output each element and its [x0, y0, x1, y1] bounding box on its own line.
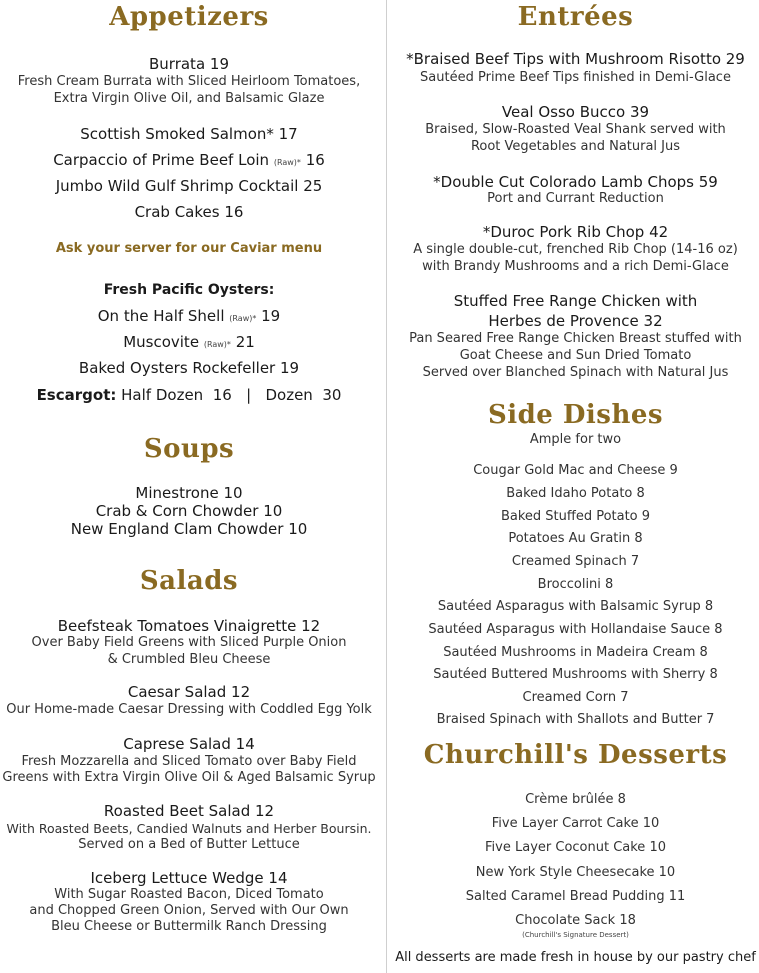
right-column [392, 0, 759, 973]
item-lamb-chops: *Double Cut Colorado Lamb Chops 59 [433, 173, 718, 191]
column-divider [386, 0, 387, 973]
item-escargot [0, 386, 378, 404]
item-desc: with Brandy Mushrooms and a rich Demi-Glace [422, 259, 729, 274]
soups-heading: Soups [143, 434, 235, 464]
item-stuffed-chicken: Herbes de Provence 32 [488, 312, 663, 330]
item-soup: New England Clam Chowder 10 [70, 520, 308, 538]
item-soup: Crab & Corn Chowder 10 [95, 502, 283, 520]
item-carpaccio [0, 151, 378, 169]
item-desc: Served on a Bed of Butter Lettuce [78, 837, 300, 852]
dessert-item: Five Layer Coconut Cake 10 [485, 840, 666, 855]
item-shrimp-cocktail: Jumbo Wild Gulf Shrimp Cocktail 25 [55, 177, 323, 195]
side-item: Creamed Spinach 7 [511, 554, 640, 569]
item-escargot-prices: Half Dozen 16 | Dozen 30 [121, 386, 342, 404]
item-half-shell-name: On the Half Shell [97, 307, 225, 325]
item-desc: Over Baby Field Greens with Sliced Purple Onion [31, 635, 347, 650]
item-carpaccio-price: 16 [305, 151, 325, 169]
caviar-note: Ask your server for our Caviar menu [55, 241, 323, 256]
side-item: Braised Spinach with Shallots and Butter 7 [436, 712, 715, 727]
side-dishes-heading: Side Dishes [487, 400, 664, 430]
item-desc: & Crumbled Bleu Cheese [107, 652, 271, 667]
item-desc: Bleu Cheese or Buttermilk Ranch Dressing [51, 919, 327, 934]
side-item: Sautéed Mushrooms in Madeira Cream 8 [443, 645, 708, 660]
item-burrata-desc: Fresh Cream Burrata with Sliced Heirloom Tomatoes, [17, 74, 361, 89]
item-desc: Sautéed Prime Beef Tips finished in Demi-Glace [420, 70, 731, 85]
item-pork-chop: *Duroc Pork Rib Chop 42 [482, 223, 669, 241]
item-desc: Goat Cheese and Sun Dried Tomato [459, 348, 692, 363]
item-stuffed-chicken: Stuffed Free Range Chicken with [453, 292, 698, 310]
item-oysters-rockefeller: Baked Oysters Rockefeller 19 [78, 359, 300, 377]
side-item: Sautéed Asparagus with Balsamic Syrup 8 [437, 599, 714, 614]
item-muscovite [0, 333, 378, 351]
item-half-shell [0, 307, 378, 325]
dessert-item: Chocolate Sack 18 [515, 913, 636, 928]
item-desc: With Roasted Beets, Candied Walnuts and Herber Boursin. [6, 821, 372, 836]
dessert-item: New York Style Cheesecake 10 [475, 865, 676, 880]
raw-marker: (Raw)* [203, 340, 231, 349]
item-escargot-label: Escargot: [36, 386, 117, 404]
item-desc: Pan Seared Free Range Chicken Breast stuffed with [409, 331, 742, 346]
dessert-item: Five Layer Carrot Cake 10 [491, 816, 660, 831]
appetizers-heading: Appetizers [109, 2, 269, 32]
side-item: Potatoes Au Gratin 8 [508, 531, 643, 546]
salads-heading: Salads [139, 566, 239, 596]
item-desc: Root Vegetables and Natural Jus [470, 139, 681, 154]
item-caesar-salad: Caesar Salad 12 [127, 683, 251, 701]
item-crab-cakes: Crab Cakes 16 [134, 203, 244, 221]
item-desc: Served over Blanched Spinach with Natural Jus [422, 365, 729, 380]
side-item: Baked Idaho Potato 8 [506, 486, 645, 501]
entrees-heading: Entrées [517, 2, 634, 32]
dessert-item: Crème brûlée 8 [525, 792, 626, 807]
item-desc: Greens with Extra Virgin Olive Oil & Aged Balsamic Syrup [2, 770, 376, 785]
item-burrata: Burrata 19 [149, 55, 229, 73]
desserts-footer: All desserts are made fresh in house by our pastry chef [395, 950, 756, 965]
side-item: Broccolini 8 [537, 577, 614, 592]
item-caprese-salad: Caprese Salad 14 [123, 735, 255, 753]
item-half-shell-price: 19 [261, 307, 281, 325]
item-desc: Fresh Mozzarella and Sliced Tomato over Baby Field [21, 754, 357, 769]
side-dishes-subtitle: Ample for two [529, 432, 622, 447]
item-iceberg-wedge: Iceberg Lettuce Wedge 14 [90, 869, 288, 887]
side-item: Creamed Corn 7 [522, 690, 629, 705]
item-soup: Minestrone 10 [135, 484, 243, 502]
item-beefsteak-tomatoes: Beefsteak Tomatoes Vinaigrette 12 [57, 617, 321, 635]
dessert-item: Salted Caramel Bread Pudding 11 [465, 889, 686, 904]
oysters-heading: Fresh Pacific Oysters: [103, 282, 275, 298]
signature-note: (Churchill's Signature Dessert) [522, 931, 629, 939]
item-roasted-beet-salad: Roasted Beet Salad 12 [103, 802, 275, 820]
side-item: Sautéed Buttered Mushrooms with Sherry 8 [433, 667, 718, 682]
raw-marker: (Raw)* [273, 158, 301, 167]
side-item: Sautéed Asparagus with Hollandaise Sauce 8 [428, 622, 723, 637]
item-desc: and Chopped Green Onion, Served with Our Own [29, 903, 349, 918]
desserts-heading: Churchill's Desserts [423, 740, 728, 770]
item-muscovite-name: Muscovite [123, 333, 200, 351]
item-desc: Braised, Slow-Roasted Veal Shank served with [425, 122, 726, 137]
item-burrata-desc: Extra Virgin Olive Oil, and Balsamic Glaze [53, 91, 325, 106]
item-muscovite-price: 21 [235, 333, 255, 351]
item-beef-tips: *Braised Beef Tips with Mushroom Risotto 29 [406, 50, 745, 68]
left-column [0, 0, 378, 973]
side-item: Cougar Gold Mac and Cheese 9 [473, 463, 678, 478]
raw-marker: (Raw)* [229, 314, 257, 323]
item-desc: Port and Currant Reduction [487, 191, 664, 206]
side-item: Baked Stuffed Potato 9 [500, 509, 651, 524]
item-smoked-salmon: Scottish Smoked Salmon* 17 [80, 125, 298, 143]
item-carpaccio-name: Carpaccio of Prime Beef Loin [53, 151, 270, 169]
item-desc: Our Home-made Caesar Dressing with Coddled Egg Yolk [6, 702, 372, 717]
item-osso-bucco: Veal Osso Bucco 39 [501, 103, 650, 121]
item-desc: With Sugar Roasted Bacon, Diced Tomato [54, 887, 324, 902]
item-desc: A single double-cut, frenched Rib Chop (14-16 oz) [413, 242, 738, 257]
